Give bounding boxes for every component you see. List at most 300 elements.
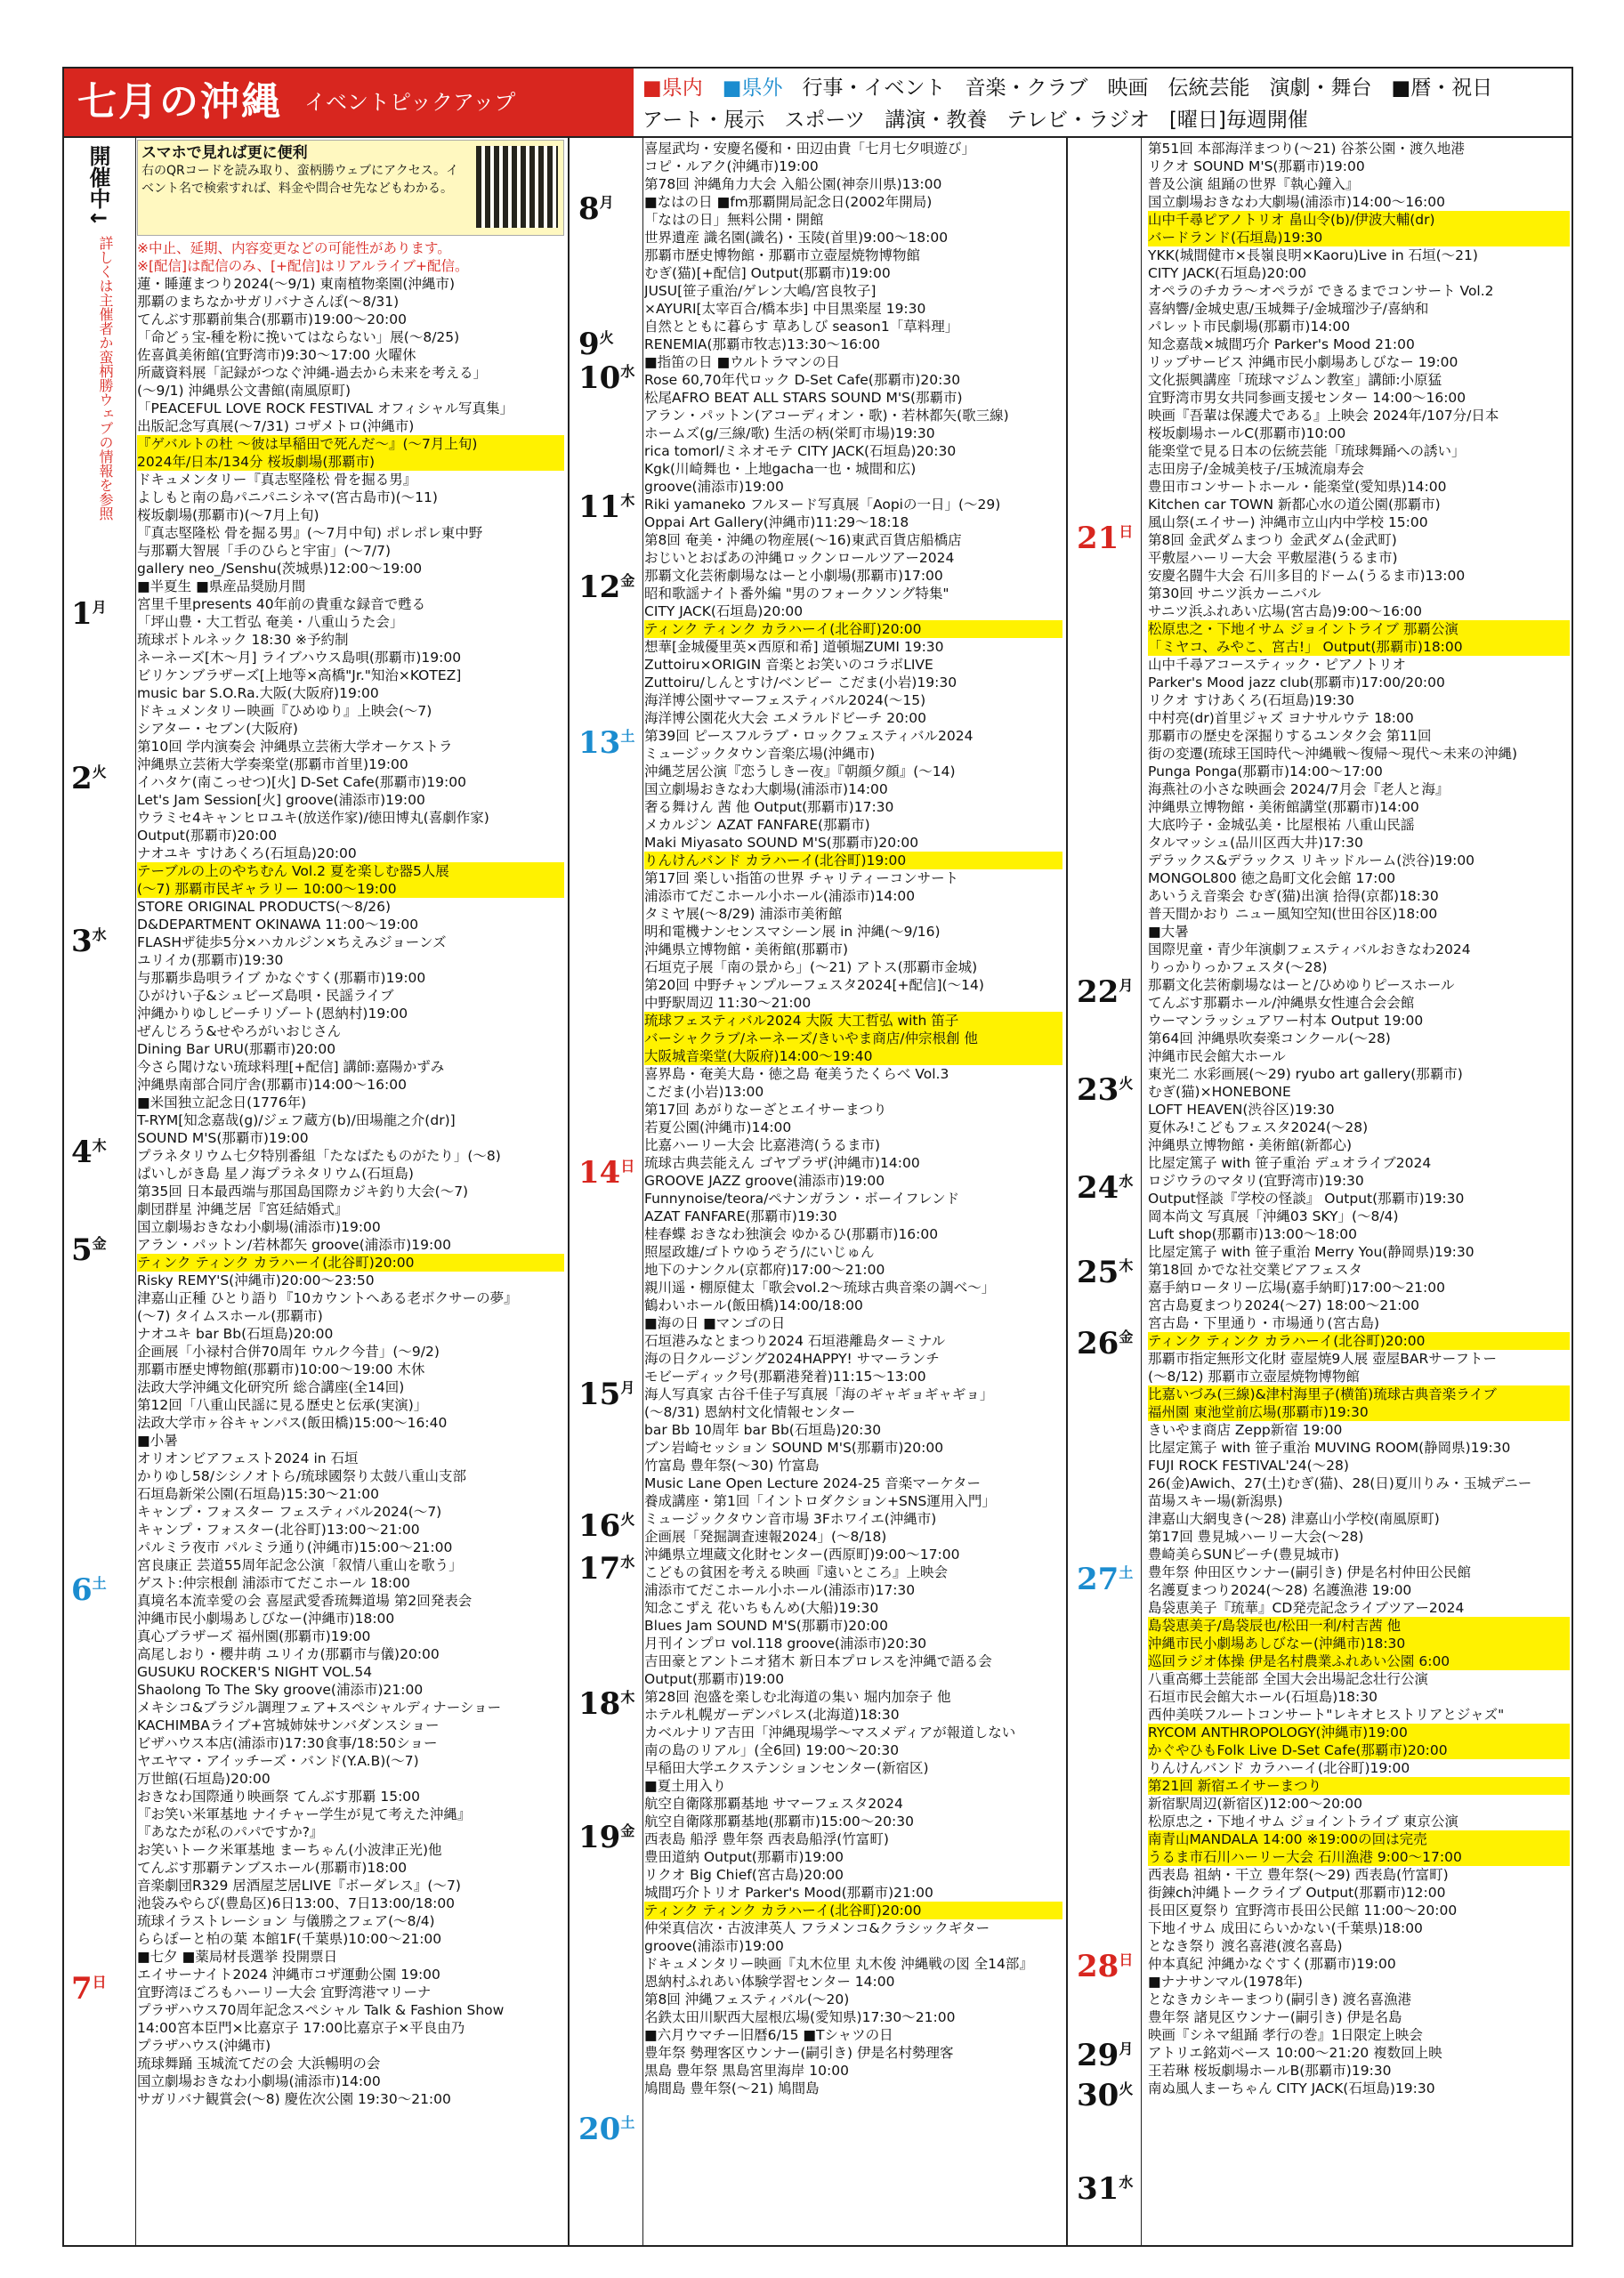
event-row[interactable]: 第18回 かでな社交業ビアフェスタ	[1148, 1262, 1362, 1278]
event-row[interactable]: 八重高郷土芸能部 全国大会出場記念壮行公演	[1148, 1671, 1428, 1687]
event-row[interactable]: JUSU[笹子重治/ゲレン大嶋/宮良牧子]	[644, 283, 877, 299]
event-row[interactable]: 吉田豪とアントニオ猪木 新日本プロレスを沖縄で語る会	[644, 1653, 992, 1669]
event-row[interactable]: 西表島 船浮 豊年祭 西表島船浮(竹富町)	[644, 1831, 889, 1847]
event-row[interactable]: 宮良康正 芸道55周年記念公演「叙情八重山を歌う」	[137, 1557, 463, 1573]
event-row[interactable]: ひがけい子&シュビーズ島唄・民謡ライブ	[137, 988, 394, 1004]
event-row[interactable]: ヤエヤマ・アイッチーズ・バンド(Y.A.B)(～7)	[137, 1753, 419, 1769]
event-row[interactable]: メキシコ&ブラジル調理フェア+スペシャルディナーショー	[137, 1700, 502, 1716]
event-row[interactable]: groove(浦添市)19:00	[644, 479, 784, 495]
event-row[interactable]: Riki yamaneko フルヌード写真展「Aopiの一日」(～29)	[644, 497, 1001, 513]
event-row[interactable]: 夏休み!こどもフェスタ2024(～28)	[1148, 1119, 1369, 1135]
event-row[interactable]: 第51回 本部海洋まつり(～21) 谷茶公園・渡久地港	[1148, 141, 1465, 157]
event-row[interactable]: 真境名本流幸愛の会 喜屋武愛香琉舞道場 第2回発表会	[137, 1593, 473, 1609]
event-row[interactable]: 想華[金城優里英×西原和希] 道頓堀ZUMI 19:30	[644, 639, 944, 655]
event-row[interactable]: Funnynoise/teora/ペナンガラン・ボーイフレンド	[644, 1191, 960, 1207]
event-row[interactable]: 那覇文化芸術劇場なはーと小劇場(那覇市)17:00	[644, 568, 943, 584]
event-row[interactable]: Kitchen car TOWN 新都心水の道公園(那覇市)	[1148, 497, 1441, 513]
event-row[interactable]: プラザハウス(沖縄市)	[137, 2038, 271, 2054]
event-row[interactable]: 仲本真紀 沖縄かなぐすく(那覇市)19:00	[1148, 1956, 1396, 1972]
event-row[interactable]: 巡回ラジオ体操 伊是名村農業ふれあい公園 6:00	[1148, 1652, 1570, 1670]
event-row[interactable]: りんけんバンド カラハーイ(北谷町)19:00	[1148, 1760, 1410, 1776]
event-row[interactable]: 蓮・睡蓮まつり2024(～9/1) 東南植物楽園(沖縄市)	[137, 276, 456, 292]
event-row[interactable]: 嘉手納ロータリー広場(嘉手納町)17:00～21:00	[1148, 1280, 1445, 1296]
event-row[interactable]: 大底吟子・金城弘美・比屋根祐 八重山民謡	[1148, 817, 1415, 833]
event-row[interactable]: アラン・パットン(アコーディオン・歌)・若林都矢(歌三線)	[644, 408, 1009, 424]
event-row[interactable]: 知念こずえ 花いちもんめ(大船)19:30	[644, 1600, 879, 1616]
event-row[interactable]: カベルナリア吉田「沖縄現場学～マスメディアが報道しない	[644, 1725, 1016, 1741]
event-row[interactable]: てんぶす那覇テンブスホール(那覇市)18:00	[137, 1860, 408, 1876]
event-row[interactable]: ぜんじろう&せやろがいおじさん	[137, 1023, 342, 1039]
event-row[interactable]: 東光二 水彩画展(～29) ryubo art gallery(那覇市)	[1148, 1066, 1463, 1082]
event-row[interactable]: ティンク ティンク カラハーイ(北谷町)20:00	[137, 1254, 564, 1272]
event-row[interactable]: (～8/12) 那覇市立壺屋焼物博物館	[1148, 1369, 1360, 1385]
event-row[interactable]: 仲栄真信次・古波津英人 フラメンコ&クラシックギター	[644, 1920, 990, 1936]
event-row[interactable]: Rose 60,70年代ロック D-Set Cafe(那覇市)20:30	[644, 372, 961, 388]
event-row[interactable]: 那覇市歴史博物館(那覇市)10:00～19:00 木休	[137, 1361, 425, 1377]
event-row[interactable]: オリオンビアフェスト2024 in 石垣	[137, 1450, 359, 1466]
event-row[interactable]: 沖縄県立埋蔵文化財センター(西原町)9:00～17:00	[644, 1547, 960, 1563]
event-row[interactable]: 沖縄県立博物館・美術館講堂(那覇市)14:00	[1148, 799, 1419, 815]
event-row[interactable]: 所蔵資料展「記録がつなぐ沖縄-過去から未来を考える」	[137, 365, 488, 381]
event-row[interactable]: あいうえ音楽会 むぎ(猫)出演 拾得(京都)18:30	[1148, 888, 1439, 904]
event-row[interactable]: 比屋定篤子 with 笹子重治 Merry You(静岡県)19:30	[1148, 1244, 1475, 1260]
event-row[interactable]: 名鉄太田川駅西大屋根広場(愛知県)17:30～21:00	[644, 2009, 956, 2025]
event-row[interactable]: てんぶす那覇前集合(那覇市)19:00～20:00	[137, 311, 407, 327]
event-row[interactable]: MONGOL800 徳之島町文化会館 17:00	[1148, 870, 1396, 886]
event-row[interactable]: キャンプ・フォスター(北谷町)13:00～21:00	[137, 1522, 420, 1538]
event-row[interactable]: ブン岩崎セッション SOUND M'S(那覇市)20:00	[644, 1440, 944, 1456]
event-row[interactable]: FUJI ROCK FESTIVAL'24(～28)	[1148, 1458, 1349, 1474]
event-row[interactable]: 高尾しおり・櫻井萌 ユリイカ(那覇市与儀)20:00	[137, 1646, 440, 1662]
event-row[interactable]: 第35回 日本最西端与那国島国際カジキ釣り大会(～7)	[137, 1183, 469, 1200]
event-row[interactable]: 早稲田大学エクステンションセンター(新宿区)	[644, 1760, 929, 1776]
event-row[interactable]: T-RYM[知念嘉哉(g)/ジェフ蔵方(b)/田場龍之介(dr)]	[137, 1112, 456, 1128]
event-row[interactable]: 石垣市民会館大ホール(石垣島)18:30	[1148, 1689, 1378, 1705]
event-row[interactable]: 第8回 沖縄フェスティバル(～20)	[644, 1991, 850, 2007]
event-row[interactable]: (～9/1) 沖縄県公文書館(南風原町)	[137, 383, 351, 399]
event-row[interactable]: Output怪談『学校の怪談』 Output(那覇市)19:30	[1148, 1191, 1465, 1207]
event-row[interactable]: てんぶす那覇ホール/沖縄県女性連合会会館	[1148, 995, 1415, 1011]
event-row[interactable]: 那覇のまちなかサガリバナさんぽ(～8/31)	[137, 294, 400, 310]
event-row[interactable]: 琉球イラストレーション 与儀勝之フェア(～8/4)	[137, 1913, 435, 1929]
event-row[interactable]: 海燕社の小さな映画会 2024/7月会『老人と海』	[1148, 781, 1450, 797]
event-row[interactable]: かぐやひもFolk Live D-Set Cafe(那覇市)20:00	[1148, 1741, 1570, 1759]
event-row[interactable]: 知念嘉哉×城間巧介 Parker's Mood 21:00	[1148, 336, 1415, 352]
event-row[interactable]: 宜野湾市男女共同参画支援センター 14:00～16:00	[1148, 390, 1466, 406]
event-row[interactable]: 比屋定篤子 with 笹子重治 デュオライブ2024	[1148, 1155, 1432, 1171]
event-row[interactable]: 企画展「小禄村合併70周年 ウルク今昔」(～9/2)	[137, 1344, 440, 1360]
event-row[interactable]: 第28回 泡盛を楽しむ北海道の集い 堀内加奈子 他	[644, 1689, 951, 1705]
event-row[interactable]: 国際児童・青少年演劇フェスティバルおきなわ2024	[1148, 941, 1471, 957]
event-row[interactable]: 明和電機ナンセンスマシーン展 in 沖縄(～9/16)	[644, 924, 941, 940]
event-row[interactable]: パルミラ夜市 パルミラ通り(沖縄市)15:00～21:00	[137, 1539, 453, 1555]
event-row[interactable]: 第20回 中野チャンプルーフェスタ2024[+配信](～14)	[644, 977, 984, 993]
event-row[interactable]: アトリエ銘苅ベース 10:00～21:20 複数回上映	[1148, 2045, 1442, 2061]
event-row[interactable]: Zuttoiru/しんとすけ/ベンビー こだま(小岩)19:30	[644, 675, 957, 691]
event-row[interactable]: 岡本尚文 写真展「沖縄03 SKY」(～8/4)	[1148, 1208, 1399, 1224]
event-row[interactable]: music bar S.O.Ra.大阪(大阪府)19:00	[137, 685, 379, 701]
event-row[interactable]: ネーネーズ[木～月] ライブハウス島唄(那覇市)19:00	[137, 650, 462, 666]
event-row[interactable]: リクオ SOUND M'S(那覇市)19:00	[1148, 158, 1365, 174]
event-row[interactable]: 西仲美咲フルートコンサート"レキオヒストリアとジャズ"	[1148, 1707, 1505, 1723]
event-row[interactable]: 沖縄市民会館大ホール	[1148, 1048, 1286, 1064]
event-row[interactable]: Music Lane Open Lecture 2024-25 音楽マーケター	[644, 1475, 982, 1491]
event-row[interactable]: 『お笑い米軍基地 ナイチャー学生が見て考えた沖縄』	[137, 1806, 472, 1822]
event-row[interactable]: 第17回 豊見城ハーリー大会(～28)	[1148, 1529, 1364, 1545]
event-row[interactable]: Output(那覇市)19:00	[644, 1671, 785, 1687]
event-row[interactable]: 第39回 ピースフルラブ・ロックフェスティバル2024	[644, 728, 974, 744]
event-row[interactable]: 名護夏まつり2024(～28) 名護漁港 19:00	[1148, 1582, 1412, 1598]
event-row[interactable]: 親川遥・棚原健太「歌会vol.2～琉球古典音楽の調べ～」	[644, 1280, 996, 1296]
event-row[interactable]: 志田房子/金城美枝子/玉城流扇寿会	[1148, 461, 1364, 477]
event-row[interactable]: 養成講座・第1回「イントロダクション+SNS運用入門」	[644, 1493, 996, 1509]
event-row[interactable]: CITY JACK(石垣島)20:00	[644, 603, 804, 619]
event-row[interactable]: 黒島 豊年祭 黒島宮里海岸 10:00	[644, 2063, 849, 2079]
event-row[interactable]: おきなわ国際通り映画祭 てんぶす那覇 15:00	[137, 1789, 421, 1805]
qr-code-icon[interactable]	[476, 146, 558, 228]
event-row[interactable]: 沖縄芝居公演『恋うしきー夜』『朝顔夕顔』(～14)	[644, 763, 956, 780]
event-row[interactable]: AZAT FANFARE(那覇市)19:30	[644, 1208, 837, 1224]
event-row[interactable]: 与那覇大智展「手のひらと宇宙」(～7/7)	[137, 543, 392, 559]
event-row[interactable]: 安慶名闘牛大会 石川多目的ドーム(うるま市)13:00	[1148, 568, 1466, 584]
event-row[interactable]: ウラミセ4キャンヒロユキ(放送作家)/徳田博丸(喜劇作家)	[137, 810, 489, 826]
event-row[interactable]: 桂春蝶 おきなわ独演会 ゆかるひ(那覇市)16:00	[644, 1226, 939, 1242]
event-row[interactable]: ららぽーと柏の葉 本館1F(千葉県)10:00～21:00	[137, 1931, 442, 1947]
event-row[interactable]: ナオユキ すけあくろ(石垣島)20:00	[137, 845, 357, 861]
event-row[interactable]: 音楽劇団R329 居酒屋芝居LIVE『ボーダレス』(～7)	[137, 1878, 461, 1894]
event-row[interactable]: 山中千尋アコースティック・ピアノトリオ	[1148, 657, 1407, 673]
event-row[interactable]: gallery neo_/Senshu(茨城県)12:00～19:00	[137, 561, 423, 577]
event-row[interactable]: 桜坂劇場ホールC(那覇市)10:00	[1148, 425, 1346, 441]
event-row[interactable]: 豊年祭 仲田区ウンナー(嗣引き) 伊是名村仲田公民館	[1148, 1564, 1471, 1580]
event-row[interactable]: Zuttoiru×ORIGIN 音楽とお笑いのコラボLIVE	[644, 657, 933, 673]
event-row[interactable]: Oppai Art Gallery(沖縄市)11:29～18:18	[644, 514, 909, 530]
event-row[interactable]: 映画『吾輩は保護犬である』上映会 2024年/107分/日本	[1148, 408, 1499, 424]
event-row[interactable]: 能楽堂で見る日本の伝統芸能「琉球舞踊への誘い」	[1148, 443, 1466, 459]
event-row[interactable]: FLASHザ徒歩5分×ハカルジン×ちえみジョーンズ	[137, 934, 447, 950]
event-row[interactable]: 喜屋武均・安慶名優和・田辺由貴「七月七夕唄遊び」	[644, 141, 976, 157]
event-row[interactable]: モビーディック号(那覇港発着)11:15～13:00	[644, 1369, 926, 1385]
event-row[interactable]: KACHIMBAライブ+宮城姉妹サンバダンスショー	[137, 1717, 440, 1733]
event-row[interactable]: 劇団群星 沖縄芝居『宮廷結婚式』	[137, 1201, 349, 1217]
event-row[interactable]: 津嘉山大網曳き(～28) 津嘉山小学校(南風原町)	[1148, 1511, 1440, 1527]
event-row[interactable]: 鶴わいホール(飯田橋)14:00/18:00	[644, 1297, 863, 1313]
event-row[interactable]: 国立劇場おきなわ大劇場(浦添市)14:00	[644, 781, 888, 797]
event-row[interactable]: 「ミヤコ、みやこ、宮古!」 Output(那覇市)18:00	[1148, 638, 1570, 656]
event-row[interactable]: 豊田市コンサートホール・能楽堂(愛知県)14:00	[1148, 479, 1447, 495]
event-row[interactable]: ゲスト:仲宗根創 浦添市てだこホール 18:00	[137, 1575, 410, 1591]
event-row[interactable]: ティンク ティンク カラハーイ(北谷町)20:00	[644, 620, 1062, 638]
event-row[interactable]: 月刊インプロ vol.118 groove(浦添市)20:30	[644, 1636, 927, 1652]
event-row[interactable]: バードランド(石垣島)19:30	[1148, 229, 1570, 246]
event-row[interactable]: 南青山MANDALA 14:00 ※19:00の回は完売	[1148, 1830, 1570, 1848]
event-row[interactable]: 喜納響/金城史恵/玉城舞子/金城瑠沙子/喜納和	[1148, 301, 1429, 317]
event-row[interactable]: こどもの貧困を考える映画『遠いところ』上映会	[644, 1564, 949, 1580]
event-row[interactable]: プラザハウス70周年記念スペシャル Talk & Fashion Show	[137, 2002, 505, 2018]
event-row[interactable]: うるま市石川ハーリー大会 石川漁港 9:00～17:00	[1148, 1848, 1570, 1866]
event-row[interactable]: 喜界島・奄美大島・徳之島 奄美うたくらべ Vol.3	[644, 1066, 949, 1082]
event-row[interactable]: 第8回 奄美・沖縄の物産展(～16)東武百貨店船橋店	[644, 532, 962, 548]
event-row[interactable]: 航空自衛隊那覇基地(那覇市)15:00～20:30	[644, 1814, 914, 1830]
event-row[interactable]: リクオ Big Chief(宮古島)20:00	[644, 1867, 844, 1883]
event-row[interactable]: 沖縄市民小劇場あしびなー(沖縄市)18:30	[1148, 1635, 1570, 1652]
event-row[interactable]: 第78回 沖縄角力大会 入船公園(神奈川県)13:00	[644, 176, 942, 192]
event-row[interactable]: 那覇文化芸術劇場なはーと/ひめゆりピースホール	[1148, 977, 1455, 993]
event-row[interactable]: リップサービス 沖縄市民小劇場あしびなー 19:00	[1148, 354, 1458, 370]
event-row[interactable]: ビリケンブラザーズ[上地等×高橋"Jr."知治×KOTEZ]	[137, 667, 462, 683]
event-row[interactable]: GUSUKU ROCKER'S NIGHT VOL.54	[137, 1664, 373, 1680]
event-row[interactable]: 第17回 楽しい指笛の世界 チャリティーコンサート	[644, 870, 959, 886]
event-row[interactable]: となきカシキーまつり(嗣引き) 渡名喜漁港	[1148, 1991, 1412, 2007]
event-row[interactable]: GROOVE JAZZ groove(浦添市)19:00	[644, 1173, 885, 1189]
event-row[interactable]: 国立劇場おきなわ小劇場(浦添市)14:00	[137, 2073, 381, 2089]
event-row[interactable]: 奢る舞けん 茜 他 Output(那覇市)17:30	[644, 799, 894, 815]
event-row[interactable]: ユリイカ(那覇市)19:30	[137, 952, 284, 968]
event-row[interactable]: 第21回 新宿エイサーまつり	[1148, 1777, 1570, 1795]
event-row[interactable]: 琉球古典芸能えん ゴヤプラザ(沖縄市)14:00	[644, 1155, 920, 1171]
event-row[interactable]: 松原忠之・下地イサム ジョイントライブ 東京公演	[1148, 1814, 1458, 1830]
event-row[interactable]: ミュージックタウン音楽広場(沖縄市)	[644, 746, 876, 762]
event-row[interactable]: ナオユキ bar Bb(石垣島)20:00	[137, 1326, 334, 1342]
event-row[interactable]: 普天間かおり ニュー風知空知(世田谷区)18:00	[1148, 906, 1438, 922]
event-row[interactable]: ホームズ(g/三線/歌) 生活の柄(栄町市場)19:30	[644, 425, 935, 441]
event-row[interactable]: LOFT HEAVEN(渋谷区)19:30	[1148, 1102, 1335, 1118]
event-row[interactable]: 『ゲバルトの杜 ～彼は早稲田で死んだ～』(～7月上旬)	[137, 435, 564, 453]
event-row[interactable]: Blues Jam SOUND M'S(那覇市)20:00	[644, 1618, 888, 1634]
event-row[interactable]: rica tomorl/ミネオモテ CITY JACK(石垣島)20:30	[644, 443, 957, 459]
event-row[interactable]: 法政大学沖縄文化研究所 総合講座(全14回)	[137, 1379, 405, 1395]
event-row[interactable]: 「坪山豊・大工哲弘 奄美・八重山うた会」	[137, 614, 404, 630]
event-row[interactable]: ぱいしがき島 星ノ海プラネタリウム(石垣島)	[137, 1166, 414, 1182]
event-row[interactable]: 豊年祭 勢理客区ウンナー(嗣引き) 伊是名村勢理客	[644, 2045, 954, 2061]
event-row[interactable]: 島袋恵美子『琉華』CD発売記念ライブツアー2024	[1148, 1600, 1465, 1616]
event-row[interactable]: となき祭り 渡名喜港(渡名喜島)	[1148, 1938, 1343, 1954]
event-row[interactable]: 若夏公園(沖縄市)14:00	[644, 1119, 792, 1135]
event-row[interactable]: 企画展「発掘調査速報2024」(～8/18)	[644, 1529, 887, 1545]
event-row[interactable]: 万世館(石垣島)20:00	[137, 1771, 271, 1787]
event-row[interactable]: かりゆし58/シシノオトら/琉球國祭り太鼓八重山支部	[137, 1468, 467, 1484]
event-row[interactable]: 豊田道納 Output(那覇市)19:00	[644, 1849, 844, 1865]
event-row[interactable]: 南ぬ風人まーちゃん CITY JACK(石垣島)19:30	[1148, 2080, 1435, 2096]
event-row[interactable]: ※中止、延期、内容変更などの可能性があります。	[137, 240, 451, 256]
event-row[interactable]: 第12回「八重山民謡に見る歴史と伝承(実演)」	[137, 1397, 428, 1413]
event-row[interactable]: 恩納村ふれあい体験学習センター 14:00	[644, 1974, 895, 1990]
event-row[interactable]: タルマッシュ(品川区西大井)17:30	[1148, 835, 1363, 851]
event-row[interactable]: プラネタリウム七夕特別番組「たなばたものがたり」(～8)	[137, 1148, 501, 1164]
event-row[interactable]: 沖縄県立博物館・美術館(那覇市)	[644, 941, 849, 957]
event-row[interactable]: 宮古島・下里通り・市場通り(宮古島)	[1148, 1315, 1380, 1331]
event-row[interactable]: 佐喜眞美術館(宜野湾市)9:30～17:00 火曜休	[137, 347, 416, 363]
event-row[interactable]: 中村亮(dr)首里ジャズ ヨナサルウテ 18:00	[1148, 710, 1414, 726]
event-row[interactable]: 池袋みやらび(豊島区)6日13:00、7日13:00/18:00	[137, 1895, 456, 1911]
event-row[interactable]: りんけんバンド カラハーイ(北谷町)19:00	[644, 852, 1062, 869]
event-row[interactable]: 浦添市てだこホール小ホール(浦添市)17:30	[644, 1582, 916, 1598]
event-row[interactable]: キャンプ・フォスター フェスティバル2024(～7)	[137, 1504, 442, 1520]
event-row[interactable]: こだま(小岩)13:00	[644, 1084, 764, 1100]
event-row[interactable]: STORE ORIGINAL PRODUCTS(～8/26)	[137, 899, 392, 915]
event-row[interactable]: RYCOM ANTHROPOLOGY(沖縄市)19:00	[1148, 1724, 1570, 1741]
event-row[interactable]: 第10回 学内演奏会 沖縄県立芸術大学オーケストラ	[137, 739, 453, 755]
event-row[interactable]: CITY JACK(石垣島)20:00	[1148, 265, 1307, 281]
event-row[interactable]: 第64回 沖縄県吹奏楽コンクール(～28)	[1148, 1030, 1391, 1046]
event-row[interactable]: RENEMIA(那覇市牧志)13:30～16:00	[644, 336, 880, 352]
event-row[interactable]: bar Bb 10周年 bar Bb(石垣島)20:30	[644, 1422, 882, 1438]
event-row[interactable]: よしもと南の島パニパニシネマ(宮古島市)(～11)	[137, 489, 438, 505]
event-row[interactable]: サニツ浜ふれあい広場(宮古島)9:00～16:00	[1148, 603, 1422, 619]
event-row[interactable]: 宜野湾ほごろもハーリー大会 宜野湾港マリーナ	[137, 1984, 432, 2000]
event-row[interactable]: 真心ブラザーズ 福州園(那覇市)19:00	[137, 1628, 371, 1644]
event-row[interactable]: 第30回 サニツ浜カーニバル	[1148, 586, 1321, 602]
event-row[interactable]: 豊年祭 諸見区ウンナー(嗣引き) 伊是名島	[1148, 2009, 1402, 2025]
event-row[interactable]: 自然とともに暮らす 草あしび season1「草料理」	[644, 319, 959, 335]
event-row[interactable]: パレット市民劇場(那覇市)14:00	[1148, 319, 1351, 335]
event-row[interactable]: 那覇市歴史博物館・那覇市立壺屋焼物博物館	[644, 247, 921, 263]
event-row[interactable]: ティンク ティンク カラハーイ(北谷町)20:00	[644, 1902, 1062, 1919]
event-row[interactable]: きいやま商店 Zepp新宿 19:00	[1148, 1422, 1343, 1438]
event-row[interactable]: ウーマンラッシュアワー村本 Output 19:00	[1148, 1013, 1424, 1029]
event-row[interactable]: 文化振興講座「琉球マジムン教室」講師:小原猛	[1148, 372, 1442, 388]
event-row[interactable]: Parker's Mood jazz club(那覇市)17:00/20:00	[1148, 675, 1445, 691]
event-row[interactable]: 街の変遷(琉球王国時代～沖縄戦～復帰～現代～未来の沖縄)	[1148, 746, 1518, 762]
event-row[interactable]: 松尾AFRO BEAT ALL STARS SOUND M'S(那覇市)	[644, 390, 963, 406]
event-row[interactable]: 国立劇場おきなわ小劇場(浦添市)19:00	[137, 1219, 381, 1235]
event-row[interactable]: (～7) タイムスホール(那覇市)	[137, 1308, 323, 1324]
event-row[interactable]: むぎ(猫)[+配信] Output(那覇市)19:00	[644, 265, 891, 281]
event-row[interactable]: 豊崎美らSUNビーチ(豊見城市)	[1148, 1547, 1339, 1563]
event-row[interactable]: エイサーナイト2024 沖縄市コザ運動公園 19:00	[137, 1967, 440, 1983]
event-row[interactable]: コピ・ルアク(沖縄市)19:00	[644, 158, 819, 174]
event-row[interactable]: おじいとおばあの沖縄ロックンロールツアー2024	[644, 550, 955, 566]
event-row[interactable]: 宮古島夏まつり2024(～27) 18:00～21:00	[1148, 1297, 1420, 1313]
event-row[interactable]: 下地イサム 成田にらいかない(千葉県)18:00	[1148, 1920, 1423, 1936]
event-row[interactable]: 『真志堅隆松 骨を掘る男』(～7月中旬) ポレポレ東中野	[137, 525, 483, 541]
event-row[interactable]: Shaolong To The Sky groove(浦添市)21:00	[137, 1682, 424, 1698]
event-row[interactable]: Maki Miyasato SOUND M'S(那覇市)20:00	[644, 835, 919, 851]
event-row[interactable]: ホテル札幌ガーデンパレス(北海道)18:30	[644, 1707, 900, 1723]
event-row[interactable]: 海人写真家 古谷千佳子写真展「海のギャギョギャギョ」	[644, 1386, 994, 1402]
event-row[interactable]: むぎ(猫)×HONEBONE	[1148, 1084, 1291, 1100]
event-row[interactable]: ×AYURI[太宰百合/橋本歩] 中目黒楽屋 19:30	[644, 301, 926, 317]
event-row[interactable]: 「PEACEFUL LOVE ROCK FESTIVAL オフィシャル写真集」	[137, 400, 513, 416]
event-row[interactable]: 琉球フェスティバル2024 大阪 大工哲弘 with 笛子	[644, 1012, 1062, 1030]
event-row[interactable]: 那覇市の歴史を深掘りするユンタク会 第11回	[1148, 728, 1432, 744]
event-row[interactable]: 比嘉ハーリー大会 比嘉港湾(うるま市)	[644, 1137, 881, 1153]
event-row[interactable]: (～7) 那覇市民ギャラリー 10:00～19:00	[137, 880, 564, 898]
event-row[interactable]: 比嘉いづみ(三線)&津村海里子(横笛)琉球古典音楽ライブ	[1148, 1385, 1570, 1403]
event-row[interactable]: 琉球舞踊 玉城流てだの会 大浜暢明の会	[137, 2056, 381, 2072]
event-row[interactable]: 中野駅周辺 11:30～21:00	[644, 995, 812, 1011]
event-row[interactable]: ティンク ティンク カラハーイ(北谷町)20:00	[1148, 1332, 1570, 1350]
event-row[interactable]: 「命どぅ宝-種を粉に挽いてはならない」展(～8/25)	[137, 329, 460, 345]
event-row[interactable]: ドキュメンタリー映画『丸木位里 丸木俊 沖縄戦の図 全14部』	[644, 1956, 1033, 1972]
event-row[interactable]: 沖縄市民小劇場あしびなー(沖縄市)18:00	[137, 1611, 395, 1627]
event-row[interactable]: Output(那覇市)20:00	[137, 828, 278, 844]
event-row[interactable]: りっかりっかフェスタ(～28)	[1148, 959, 1328, 975]
event-row[interactable]: 沖縄県立博物館・美術館(新都心)	[1148, 1137, 1353, 1153]
event-row[interactable]: 法政大学市ヶ谷キャンパス(飯田橋)15:00～16:40	[137, 1415, 448, 1431]
event-row[interactable]: 琉球ボトルネック 18:30 ※予約制	[137, 632, 349, 648]
event-row[interactable]: 街錬ch沖縄トークライブ Output(那覇市)12:00	[1148, 1885, 1446, 1901]
event-row[interactable]: 第8回 金武ダムまつり 金武ダム(金武町)	[1148, 532, 1397, 548]
event-row[interactable]: 福州園 東池堂前広場(那覇市)19:30	[1148, 1403, 1570, 1421]
event-row[interactable]: 西表島 祖納・干立 豊年祭(～29) 西表島(竹富町)	[1148, 1867, 1449, 1883]
event-row[interactable]: 山中千尋ピアノトリオ 畠山令(b)/伊波大輔(dr)	[1148, 211, 1570, 229]
event-row[interactable]: Let's Jam Session[火] groove(浦添市)19:00	[137, 792, 425, 808]
event-row[interactable]: アラン・パットン/若林都矢 groove(浦添市)19:00	[137, 1237, 451, 1253]
event-row[interactable]: Luft shop(那覇市)13:00～18:00	[1148, 1226, 1358, 1242]
event-row[interactable]: 島袋恵美子/島袋辰也/松田一利/村吉茜 他	[1148, 1617, 1570, 1635]
event-row[interactable]: Kgk(川崎舞也・上地gacha一也・城間和広)	[644, 461, 917, 477]
event-row[interactable]: groove(浦添市)19:00	[644, 1938, 784, 1954]
event-row[interactable]: Punga Ponga(那覇市)14:00～17:00	[1148, 763, 1383, 780]
event-row[interactable]: 宮里千里presents 40年前の貴重な録音で甦る	[137, 596, 426, 612]
event-row[interactable]: 与那覇歩島唄ライブ かなぐすく(那覇市)19:00	[137, 970, 426, 986]
event-row[interactable]: 苗場スキー場(新潟県)	[1148, 1493, 1283, 1509]
event-row[interactable]: バーシャクラブ/ネーネーズ/きいやま商店/仲宗根創 他	[644, 1030, 1062, 1047]
event-row[interactable]: ロジウラのマタリ(宜野湾市)19:30	[1148, 1173, 1364, 1189]
event-row[interactable]: 「なはの日」無料公開・開館	[644, 212, 824, 228]
event-row[interactable]: Risky REMY'S(沖縄市)20:00～23:50	[137, 1272, 375, 1288]
event-row[interactable]: メカルジン AZAT FANFARE(那覇市)	[644, 817, 870, 833]
event-row[interactable]: デラックス&デラックス リキッドルーム(渋谷)19:00	[1148, 852, 1475, 868]
event-row[interactable]: (～8/31) 恩納村文化情報センター	[644, 1404, 856, 1420]
event-row[interactable]: 比屋定篤子 with 笹子重治 MUVING ROOM(静岡県)19:30	[1148, 1440, 1511, 1456]
event-row[interactable]: 沖縄かりゆしビーチリゾート(恩納村)19:00	[137, 1006, 408, 1022]
event-row[interactable]: 新宿駅周辺(新宿区)12:00～20:00	[1148, 1796, 1362, 1812]
event-row[interactable]: サガリバナ観賞会(～8) 慶佐次公園 19:30～21:00	[137, 2091, 451, 2107]
event-row[interactable]: 26(金)Awich、27(土)むぎ(猫)、28(日)夏川りみ・玉城デニー	[1148, 1475, 1532, 1491]
event-row[interactable]: シアター・セブン(大阪府)	[137, 721, 298, 737]
event-row[interactable]: ドキュメンタリー『真志堅隆松 骨を掘る男』	[137, 472, 417, 488]
event-row[interactable]: 沖縄県立芸術大学奏楽堂(那覇市首里)19:00	[137, 756, 408, 772]
event-row[interactable]: 南の島のリアル」(全6回) 19:00～20:30	[644, 1742, 900, 1758]
event-row[interactable]: 第17回 あがりなーざとエイサーまつり	[644, 1102, 887, 1118]
event-row[interactable]: 王若琳 桜坂劇場ホールB(那覇市)19:30	[1148, 2063, 1392, 2079]
event-row[interactable]: 津嘉山正種 ひとり語り『10カウントへある老ボクサーの夢』	[137, 1290, 518, 1306]
event-row[interactable]: 14:00宮本臣門×比嘉京子 17:00比嘉京子×平良由乃	[137, 2020, 465, 2036]
event-row[interactable]: 平敷屋ハーリー大会 平敷屋港(うるま市)	[1148, 550, 1398, 566]
event-row[interactable]: YKK(城間健市×長嶺良明×Kaoru)Live in 石垣(～21)	[1148, 247, 1478, 263]
event-row[interactable]: 今さら聞けない琉球料理[+配信] 講師:嘉陽かずみ	[137, 1059, 445, 1075]
event-row[interactable]: ミュージックタウン音市場 3Fホワイエ(沖縄市)	[644, 1511, 937, 1527]
event-row[interactable]: ※[配信]は配信のみ、[+配信]はリアルライブ+配信。	[137, 258, 469, 274]
event-row[interactable]: 『あなたが私のパパですか?』	[137, 1824, 324, 1840]
event-row[interactable]: 昭和歌謡ナイト番外編 "男のフォークソング特集"	[644, 586, 949, 602]
event-row[interactable]: お笑いトーク米軍基地 まーちゃん(小波津正光)他	[137, 1842, 442, 1858]
event-row[interactable]: ドキュメンタリー映画『ひめゆり』上映会(～7)	[137, 703, 432, 719]
event-row[interactable]: 松原忠之・下地イサム ジョイントライブ 那覇公演	[1148, 620, 1570, 638]
event-row[interactable]: オペラのチカラ～オペラが できるまでコンサート Vol.2	[1148, 283, 1494, 299]
event-row[interactable]: 世界遺産 識名園(識名)・玉陵(首里)9:00～18:00	[644, 230, 949, 246]
event-row[interactable]: 城間巧介トリオ Parker's Mood(那覇市)21:00	[644, 1885, 933, 1901]
event-row[interactable]: 海の日クルージング2024HAPPY! サマーランチ	[644, 1351, 940, 1367]
event-row[interactable]: 普及公演 組踊の世界『執心鐘入』	[1148, 176, 1360, 192]
event-row[interactable]: 石垣島新栄公園(石垣島)15:30～21:00	[137, 1486, 379, 1502]
event-row[interactable]: 竹富島 豊年祭(～30) 竹富島	[644, 1458, 820, 1474]
event-row[interactable]: SOUND M'S(那覇市)19:00	[137, 1130, 309, 1146]
event-row[interactable]: Dining Bar URU(那覇市)20:00	[137, 1041, 336, 1057]
event-row[interactable]: 映画『シネマ組踊 孝行の巻』1日限定上映会	[1148, 2027, 1423, 2043]
event-row[interactable]: 桜坂劇場(那覇市)(～7月上旬)	[137, 507, 319, 523]
event-row[interactable]: 鳩間島 豊年祭(～21) 鳩間島	[644, 2080, 820, 2096]
event-row[interactable]: 石垣港みなとまつり2024 石垣港離島ターミナル	[644, 1333, 946, 1349]
event-row[interactable]: 出版記念写真展(～7/31) コザメトロ(沖縄市)	[137, 418, 415, 434]
event-row[interactable]: 沖縄県南部合同庁舎(那覇市)14:00～16:00	[137, 1077, 407, 1093]
event-row[interactable]: タミヤ展(～8/29) 浦添市美術館	[644, 906, 843, 922]
event-row[interactable]: 2024年/日本/134分 桜坂劇場(那覇市)	[137, 453, 564, 471]
event-row[interactable]: 大阪城音楽堂(大阪府)14:00～19:40	[644, 1047, 1062, 1065]
event-row[interactable]: 海洋博公園サマーフェスティバル2024(～15)	[644, 692, 926, 708]
